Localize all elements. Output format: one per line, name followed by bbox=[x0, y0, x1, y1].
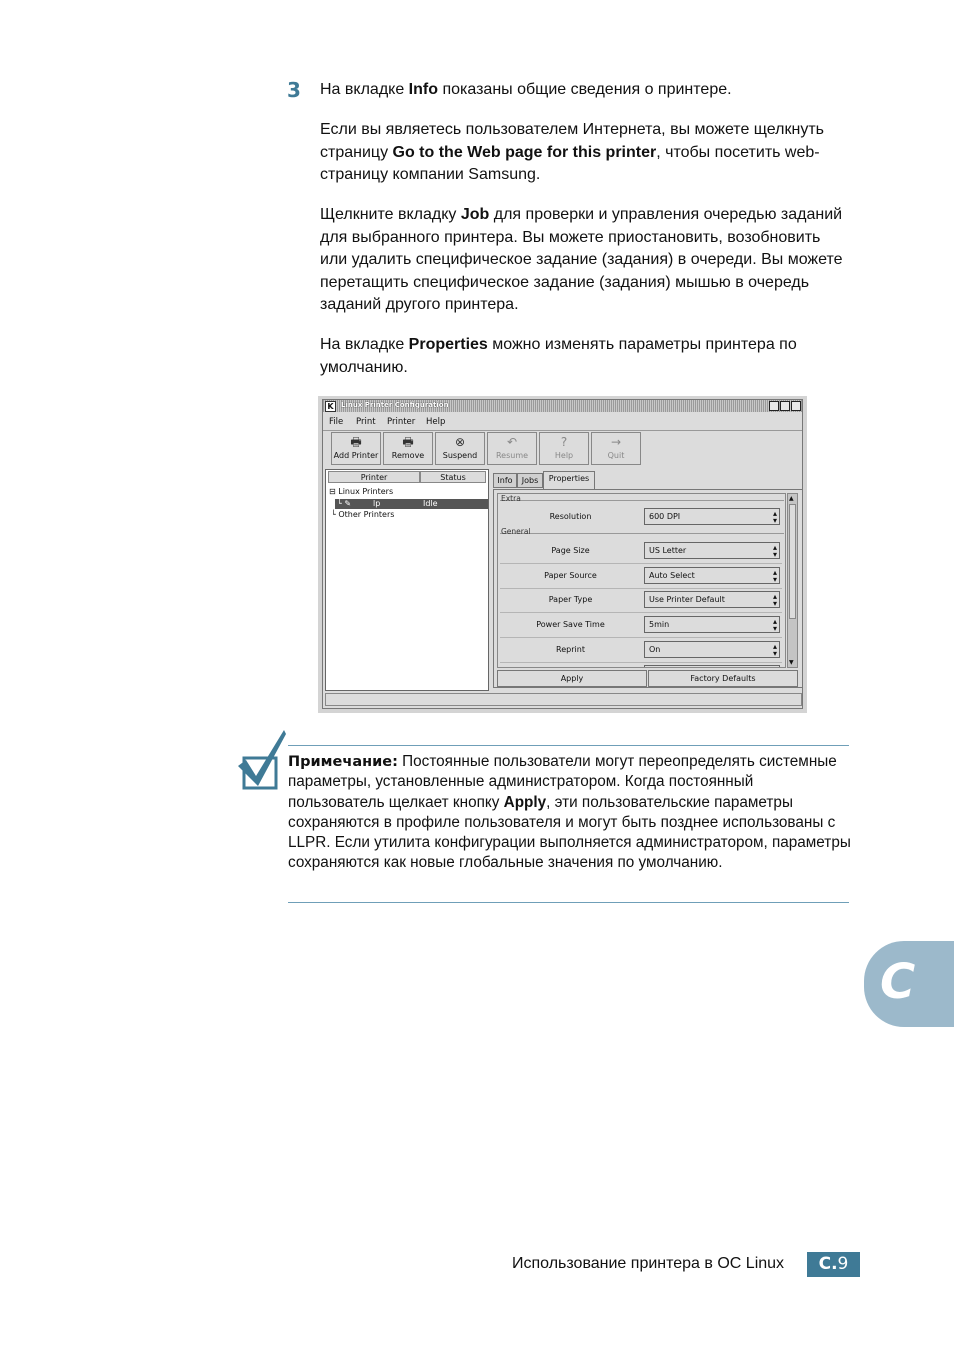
paragraph-properties: На вкладке Properties можно изменять параметры принтера по умолчанию. bbox=[320, 336, 797, 376]
scroll-up-icon[interactable]: ▲ bbox=[789, 495, 794, 502]
scroll-thumb[interactable] bbox=[789, 504, 796, 619]
spin-arrows-icon: ▴ ▾ bbox=[772, 617, 777, 633]
menu-help[interactable]: Help bbox=[426, 417, 446, 427]
select-resolution[interactable]: 600 DPI ▴ ▾ bbox=[644, 508, 780, 525]
toolbar bbox=[323, 431, 802, 467]
select-page-size[interactable]: US Letter ▴ ▾ bbox=[644, 542, 780, 559]
footer-title: Использование принтера в ОС Linux bbox=[512, 1255, 785, 1272]
window-title: Linux Printer Configuration bbox=[341, 401, 449, 409]
menu-printer[interactable]: Printer bbox=[387, 417, 416, 427]
tree-root[interactable]: ⊟ Linux Printers bbox=[329, 487, 394, 496]
note-text: Примечание: Постоянные пользователи могут переопределять системные параметры, установленные администратором. Когда постоянный пользователь щелкает кнопку Apply, эти пользовательские параметры сохраняются в профиле пользователя и могут быть позднее использованы с LLPR. Если утилита конфигурации выполняется администратором, параметры сохраняются как новые глобальные значения по умолчанию. bbox=[288, 753, 851, 872]
spin-arrows-icon: ▴ ▾ bbox=[772, 509, 777, 525]
printer-remove-icon: 🖶 bbox=[402, 435, 414, 449]
add-printer-button[interactable]: 🖶 Add Printer bbox=[331, 432, 381, 465]
spin-arrows-icon: ▴ ▾ bbox=[772, 592, 777, 608]
tab-jobs[interactable]: Jobs bbox=[517, 473, 543, 488]
label-power-save-time: Power Save Time bbox=[536, 620, 605, 629]
suspend-button[interactable]: ⊗ Suspend bbox=[435, 432, 485, 465]
help-icon: ? bbox=[560, 435, 568, 449]
settings-area bbox=[497, 493, 786, 668]
menu-file[interactable]: File bbox=[329, 417, 344, 427]
paragraph-info: На вкладке Info показаны общие сведения о принтере. bbox=[320, 81, 732, 98]
label-reprint: Reprint bbox=[556, 645, 585, 654]
resume-button[interactable]: ↶ Resume bbox=[487, 432, 537, 465]
paragraph-job: Щелкните вкладку Job для проверки и управления очередью заданий для выбранного принтера. Вы можете приостановить, возобновить или удалить специфическое задание (задания) в очереди. Вы можете перетащить специфическое задание (задания) мышью в очередь заданий другого принтера. bbox=[320, 206, 843, 313]
help-button[interactable]: ? Help bbox=[539, 432, 589, 465]
app-window bbox=[322, 399, 803, 709]
quit-icon: → bbox=[610, 435, 622, 449]
apply-button[interactable]: Apply bbox=[497, 670, 647, 687]
tree-item-lp[interactable]: └ ✎ lp Idle bbox=[335, 499, 488, 509]
label-page-size: Page Size bbox=[551, 546, 590, 555]
quit-button[interactable]: → Quit bbox=[591, 432, 641, 465]
remove-button[interactable]: 🖶 Remove bbox=[383, 432, 433, 465]
tree-other[interactable]: └ Other Printers bbox=[331, 510, 395, 519]
tab-properties[interactable]: Properties bbox=[543, 471, 595, 489]
maximize-icon[interactable] bbox=[780, 401, 790, 411]
note-top-rule bbox=[288, 745, 849, 746]
status-bar bbox=[325, 693, 802, 706]
paragraph-web: Если вы являетесь пользователем Интернета, вы можете щелкнуть страницу Go to the Web page for this printer, чтобы посетить web-страницу компании Samsung. bbox=[320, 121, 824, 183]
menu-print[interactable]: Print bbox=[356, 417, 376, 427]
page-number: C.9 bbox=[807, 1252, 860, 1277]
close-icon[interactable] bbox=[791, 401, 801, 411]
select-paper-source[interactable]: Auto Select ▴ ▾ bbox=[644, 567, 780, 584]
select-paper-type[interactable]: Use Printer Default ▴ ▾ bbox=[644, 591, 780, 608]
select-reprint[interactable]: On ▴ ▾ bbox=[644, 641, 780, 658]
menu-bar bbox=[323, 414, 802, 431]
kde-icon[interactable]: K bbox=[325, 401, 336, 412]
properties-panel bbox=[493, 489, 803, 688]
label-resolution: Resolution bbox=[549, 512, 592, 521]
column-status[interactable]: Status bbox=[420, 471, 486, 483]
tab-info[interactable]: Info bbox=[493, 473, 517, 488]
group-extra: Extra bbox=[501, 494, 521, 503]
chapter-letter: C bbox=[880, 954, 916, 1010]
checkmark-icon bbox=[236, 728, 288, 792]
scroll-down-icon[interactable]: ▼ bbox=[789, 659, 794, 666]
label-paper-source: Paper Source bbox=[544, 571, 597, 580]
resume-icon: ↶ bbox=[506, 435, 518, 449]
spin-arrows-icon: ▴ ▾ bbox=[772, 642, 777, 658]
printer-list bbox=[325, 469, 489, 691]
printer-add-icon: 🖶 bbox=[350, 435, 362, 449]
select-power-save-time[interactable]: 5min ▴ ▾ bbox=[644, 616, 780, 633]
group-general: General bbox=[501, 527, 531, 536]
spin-arrows-icon: ▴ ▾ bbox=[772, 543, 777, 559]
vertical-scrollbar[interactable] bbox=[787, 493, 798, 668]
title-bar bbox=[323, 400, 802, 412]
note-bottom-rule bbox=[288, 902, 849, 903]
spin-arrows-icon: ▴ ▾ bbox=[772, 568, 777, 584]
column-printer[interactable]: Printer bbox=[328, 471, 420, 483]
select-partial[interactable] bbox=[644, 665, 780, 668]
label-paper-type: Paper Type bbox=[548, 595, 593, 604]
factory-defaults-button[interactable]: Factory Defaults bbox=[648, 670, 798, 687]
minimize-icon[interactable] bbox=[769, 401, 779, 411]
step-number: 3 bbox=[287, 78, 301, 102]
printer-config-screenshot bbox=[318, 396, 807, 713]
suspend-icon: ⊗ bbox=[454, 435, 466, 449]
